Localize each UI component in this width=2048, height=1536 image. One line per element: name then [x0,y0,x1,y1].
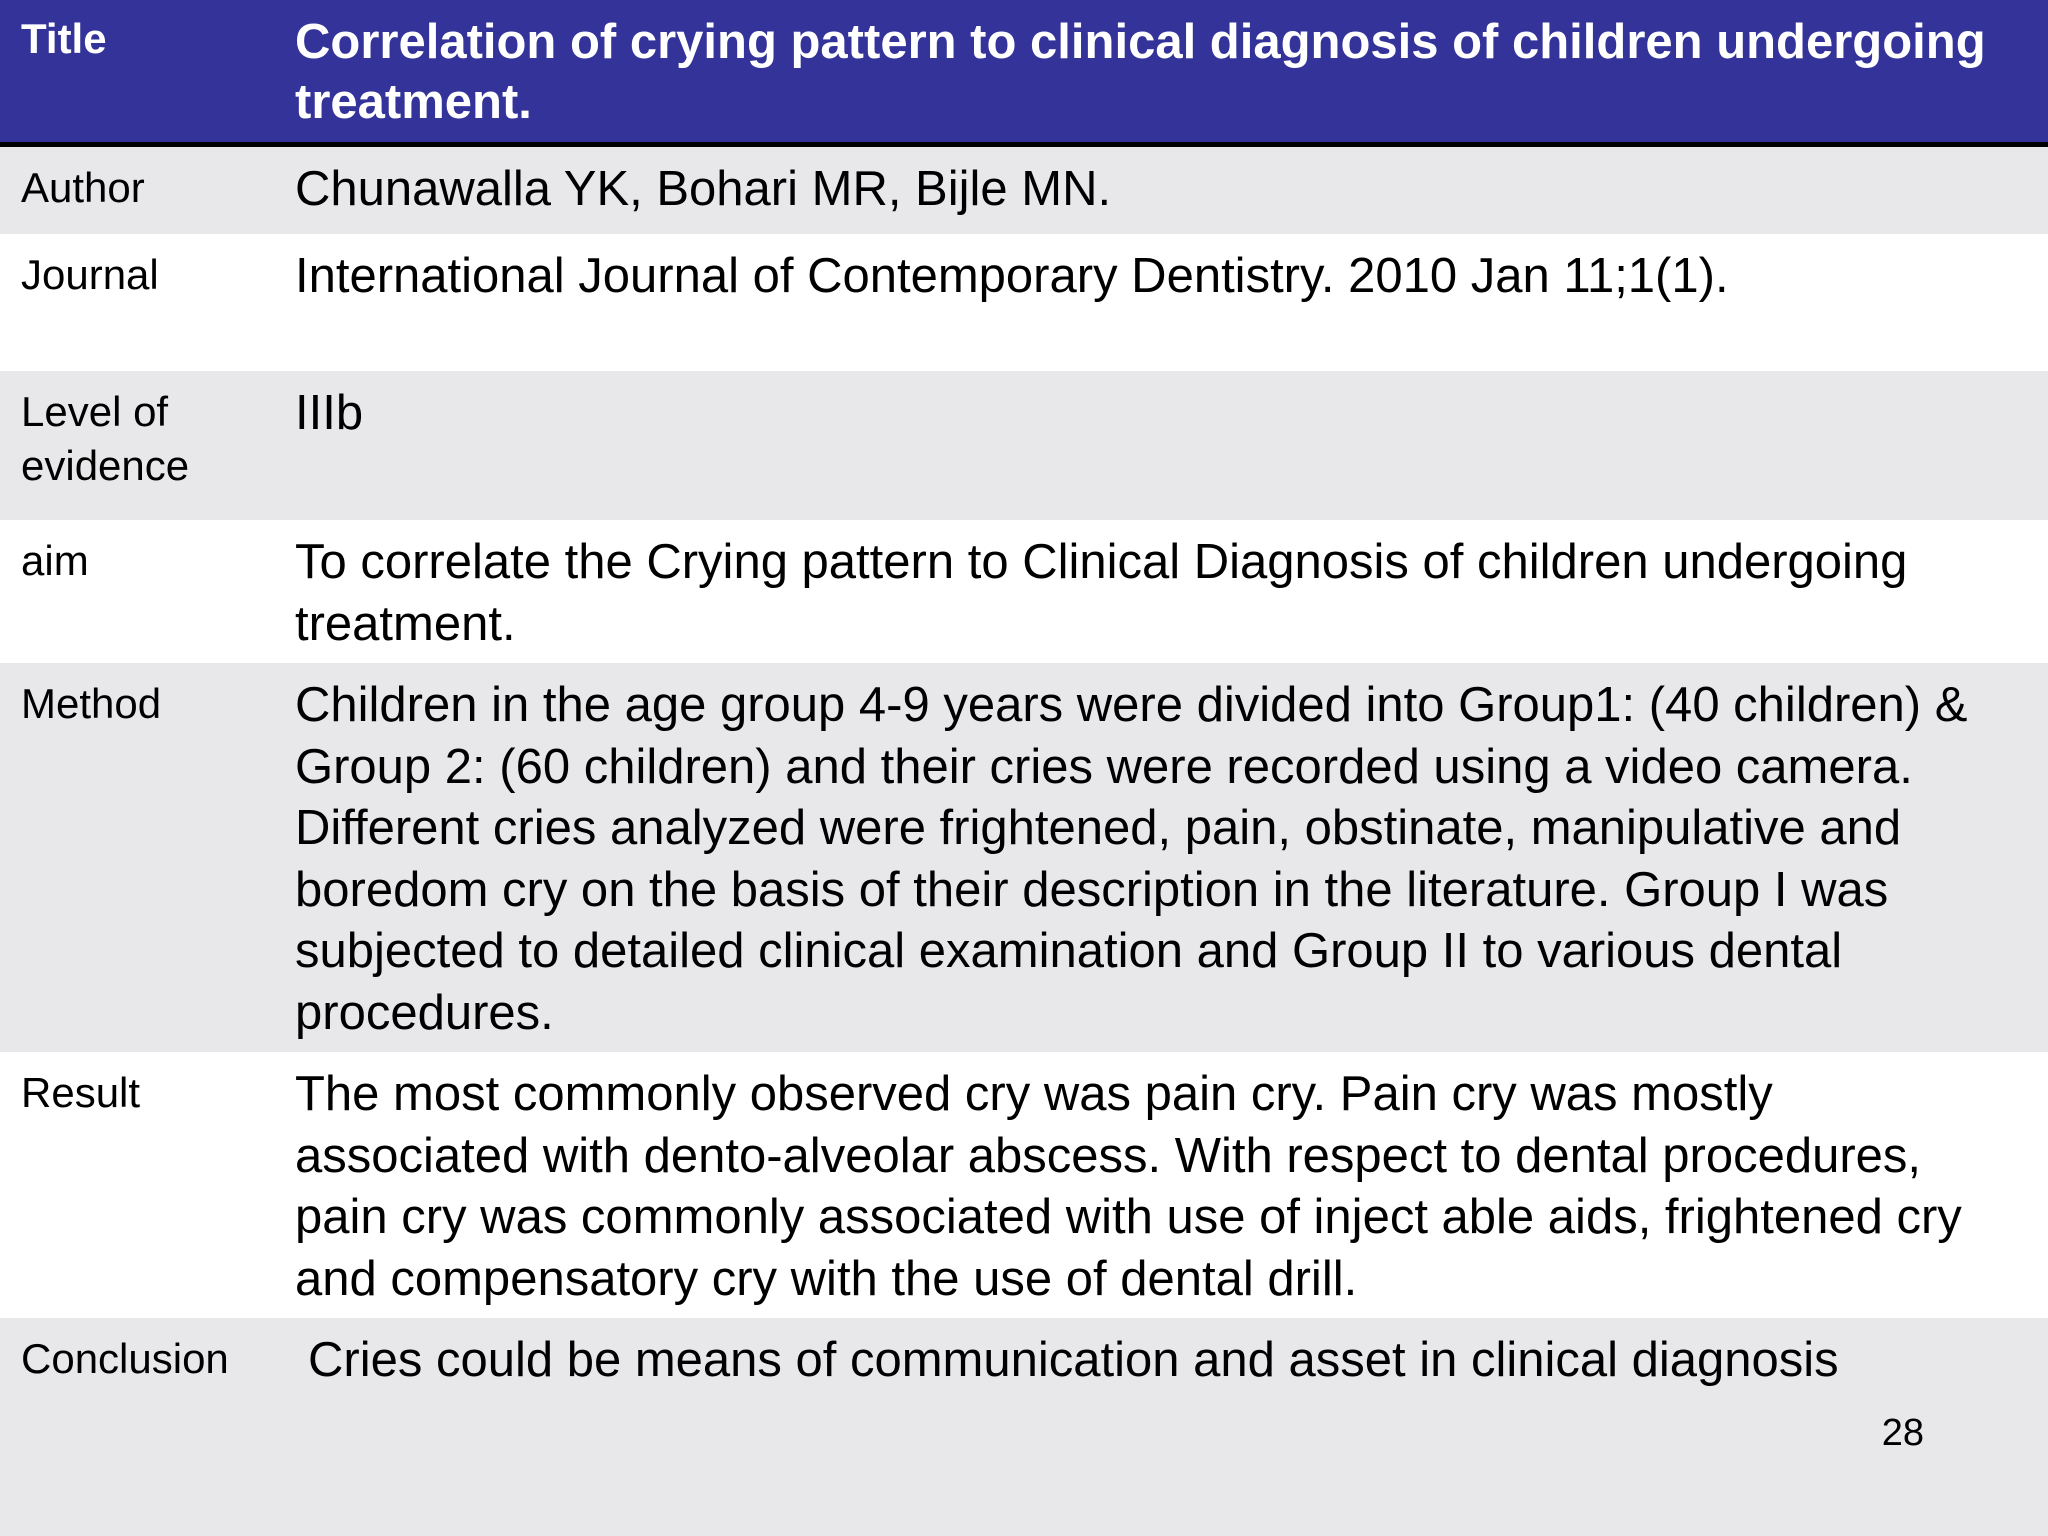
level-of-evidence-label: Level of evidence [21,388,190,489]
level-of-evidence-value: IIIb [295,386,364,440]
method-row [0,663,2048,1052]
aim-row [0,520,2048,663]
title-label: Title [21,15,107,62]
conclusion-row [0,1318,2048,1536]
author-row [0,147,2048,234]
aim-value: To correlate the Crying pattern to Clinical Diagnosis of children undergoing treatment. [295,535,1908,651]
journal-row [0,234,2048,371]
result-row [0,1052,2048,1318]
conclusion-label: Conclusion [21,1335,229,1382]
journal-value: International Journal of Contemporary Dentistry. 2010 Jan 11;1(1). [295,249,1729,303]
result-label: Result [21,1069,141,1116]
author-value: Chunawalla YK, Bohari MR, Bijle MN. [295,162,1112,216]
page-number: 28 [1881,1412,1924,1454]
title-row [0,0,2048,147]
result-value: The most commonly observed cry was pain cry. Pain cry was mostly associated with dento-alveolar abscess. With respect to dental procedures, pain cry was commonly associated with use of inject able aids, frightened cry and compensatory cry with the use of dental drill. [295,1067,1962,1306]
method-label: Method [21,680,162,727]
author-label: Author [21,164,145,211]
aim-label: aim [21,537,89,584]
title-value: Correlation of crying pattern to clinical diagnosis of children undergoing treatment. [295,15,1986,129]
level-of-evidence-row [0,371,2048,520]
journal-label: Journal [21,251,159,298]
method-value: Children in the age group 4-9 years were divided into Group1: (40 children) & Group 2: (60 children) and their cries were recorded using a video camera. Different cries analyzed were frightened, pain, obstinate, manipulative and boredom cry on the basis of their description in the literature. Group I was subjected to detailed clinical examination and Group II to various dental procedures. [295,678,1968,1040]
conclusion-value: Cries could be means of communication and asset in clinical diagnosis [308,1333,1839,1387]
